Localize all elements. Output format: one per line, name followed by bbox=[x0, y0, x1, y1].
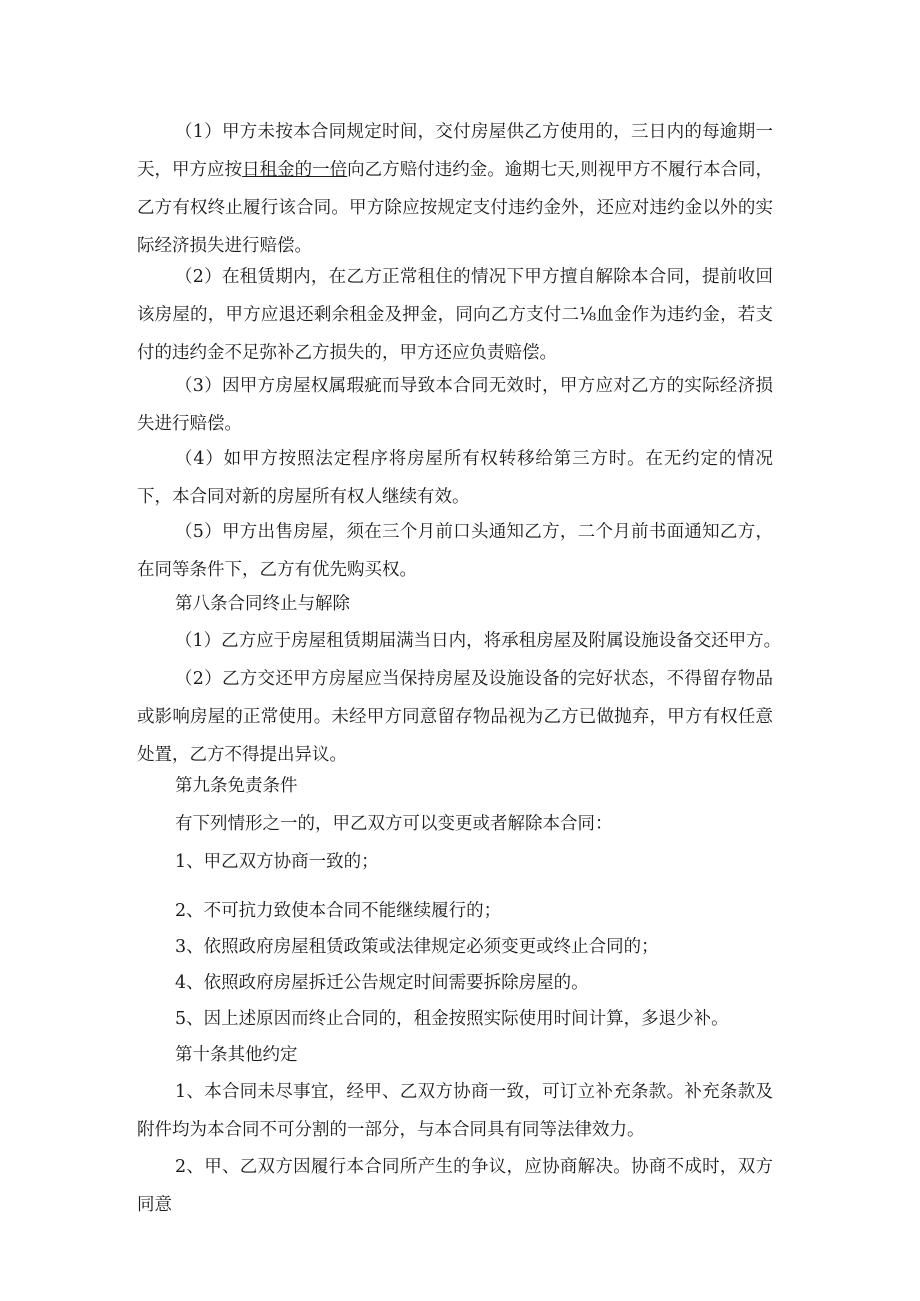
clause-9-3: 3、依照政府房屋租赁政策或法律规定必须变更或终止合同的； bbox=[175, 937, 659, 957]
clause-9-2: 2、不可抗力致使本合同不能继续履行的； bbox=[175, 901, 502, 921]
section-9-intro: 有下列情形之一的，甲乙双方可以变更或者解除本合同： bbox=[175, 814, 613, 834]
clause-7-1 bbox=[137, 113, 773, 265]
clause-7-3: （3）因甲方房屋权属瑕疵而导致本合同无效时，甲方应对乙方的实际经济损失进行赔偿。 bbox=[137, 376, 773, 434]
clause-9-5: 5、因上述原因而终止合同的，租金按照实际使用时间计算，多退少补。 bbox=[175, 1009, 729, 1029]
section-10-heading: 第十条其他约定 bbox=[175, 1045, 298, 1065]
clause-7-1-text-a: （1）甲方未按本合同规定时间，交付房屋供乙方使用的，三日内的每逾期一天，甲方应按 bbox=[137, 122, 773, 180]
clause-7-5: （5）甲方出售房屋，须在三个月前口头通知乙方，二个月前书面通知乙方，在同等条件下，乙方有优先购买权。 bbox=[137, 522, 773, 580]
clause-9-1: 1、甲乙双方协商一致的； bbox=[175, 852, 379, 872]
clause-7-1-underlined-text: 日租金的一倍 bbox=[242, 160, 348, 180]
section-9-heading: 第九条免责条件 bbox=[175, 776, 298, 796]
clause-10-2: 2、甲、乙双方因履行本合同所产生的争议，应协商解决。协商不成时，双方同意 bbox=[137, 1157, 773, 1215]
clause-10-1: 1、本合同未尽事宜，经甲、乙双方协商一致，可订立补充条款。补充条款及附件均为本合同不可分割的一部分，与本合同具有同等法律效力。 bbox=[137, 1082, 773, 1140]
clause-8-1: （1）乙方应于房屋租赁期届满当日内，将承租房屋及附属设施设备交还甲方。 bbox=[175, 631, 782, 651]
clause-8-2: （2）乙方交还甲方房屋应当保持房屋及设施设备的完好状态，不得留存物品或影响房屋的正常使用。未经甲方同意留存物品视为乙方已做抛弃，甲方有权任意处置，乙方不得提出异议。 bbox=[137, 669, 773, 765]
clause-7-4: （4）如甲方按照法定程序将房屋所有权转移给第三方时。在无约定的情况下，本合同对新的房屋所有权人继续有效。 bbox=[137, 449, 773, 507]
clause-7-1-text-b: 向乙方赔付违约金。逾期七天,则视甲方不履行本合同，乙方有权终止履行该合同。甲方除应按规定支付违约金外，还应对违约金以外的实际经济损失进行赔偿。 bbox=[137, 160, 774, 256]
clause-9-4: 4、依照政府房屋拆迁公告规定时间需要拆除房屋的。 bbox=[175, 973, 589, 993]
section-8-heading: 第八条合同终止与解除 bbox=[175, 594, 350, 614]
clause-7-2: （2）在租赁期内，在乙方正常租住的情况下甲方擅自解除本合同，提前收回该房屋的，甲方应退还剩余租金及押金，同向乙方支付二⅛血金作为违约金，若支付的违约金不足弥补乙方损失的，甲方还应负责赔偿。 bbox=[137, 267, 773, 363]
